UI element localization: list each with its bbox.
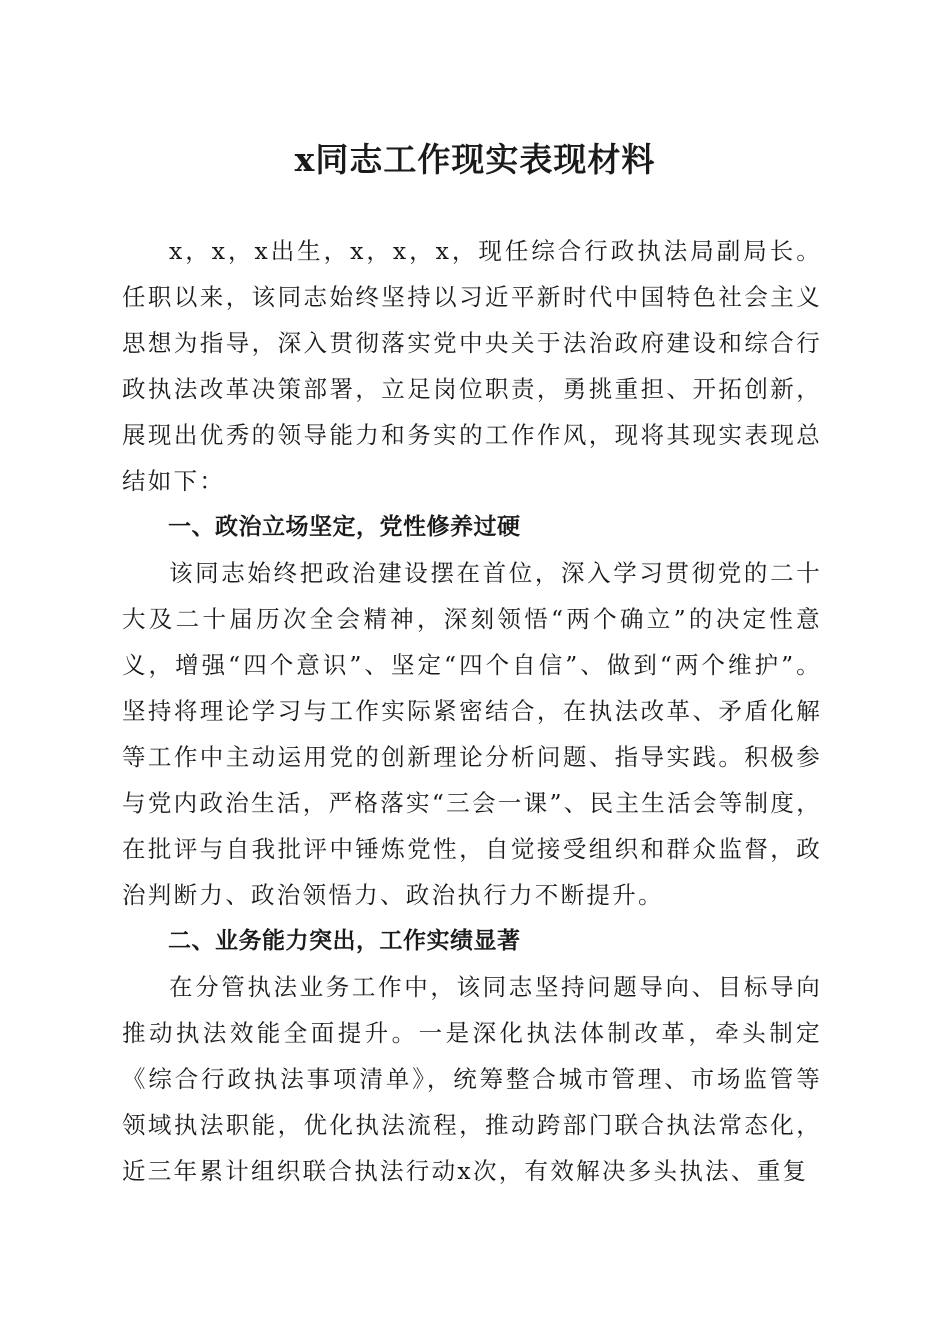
section-1-heading: 一、政治立场坚定，党性修养过硬: [168, 514, 521, 540]
section-2-heading: 二、业务能力突出，工作实绩显著: [168, 928, 521, 954]
section-2-paragraph: 在分管执法业务工作中，该同志坚持问题导向、目标导向推动执法效能全面提升。一是深化执法体制改革，牵头制定《综合行政执法事项清单》，统筹整合城市管理、市场监管等领域执法职能，优化执法流程，推动跨部门联合执法常态化，近三年累计组织联合执法行动x次，有效解决多头执法、重复: [122, 973, 822, 1185]
section-1-paragraph: 该同志始终把政治建设摆在首位，深入学习贯彻党的二十大及二十届历次全会精神，深刻领悟“两个确立”的决定性意义，增强“四个意识”、坚定“四个自信”、做到“两个维护”。坚持将理论学习与工作实际紧密结合，在执法改革、矛盾化解等工作中主动运用党的创新理论分析问题、指导实践。积极参与党内政治生活，严格落实“三会一课”、民主生活会等制度，在批评与自我批评中锤炼党性，自觉接受组织和群众监督，政治判断力、政治领悟力、政治执行力不断提升。: [122, 559, 822, 909]
document-title: x同志工作现实表现材料: [294, 140, 656, 179]
intro-paragraph: x，x，x出生，x，x，x，现任综合行政执法局副局长。任职以来，该同志始终坚持以习近平新时代中国特色社会主义思想为指导，深入贯彻落实党中央关于法治政府建设和综合行政执法改革决策部署，立足岗位职责，勇挑重担、开拓创新，展现出优秀的领导能力和务实的工作作风，现将其现实表现总结如下：: [122, 237, 822, 495]
document-body: [122, 228, 822, 1194]
